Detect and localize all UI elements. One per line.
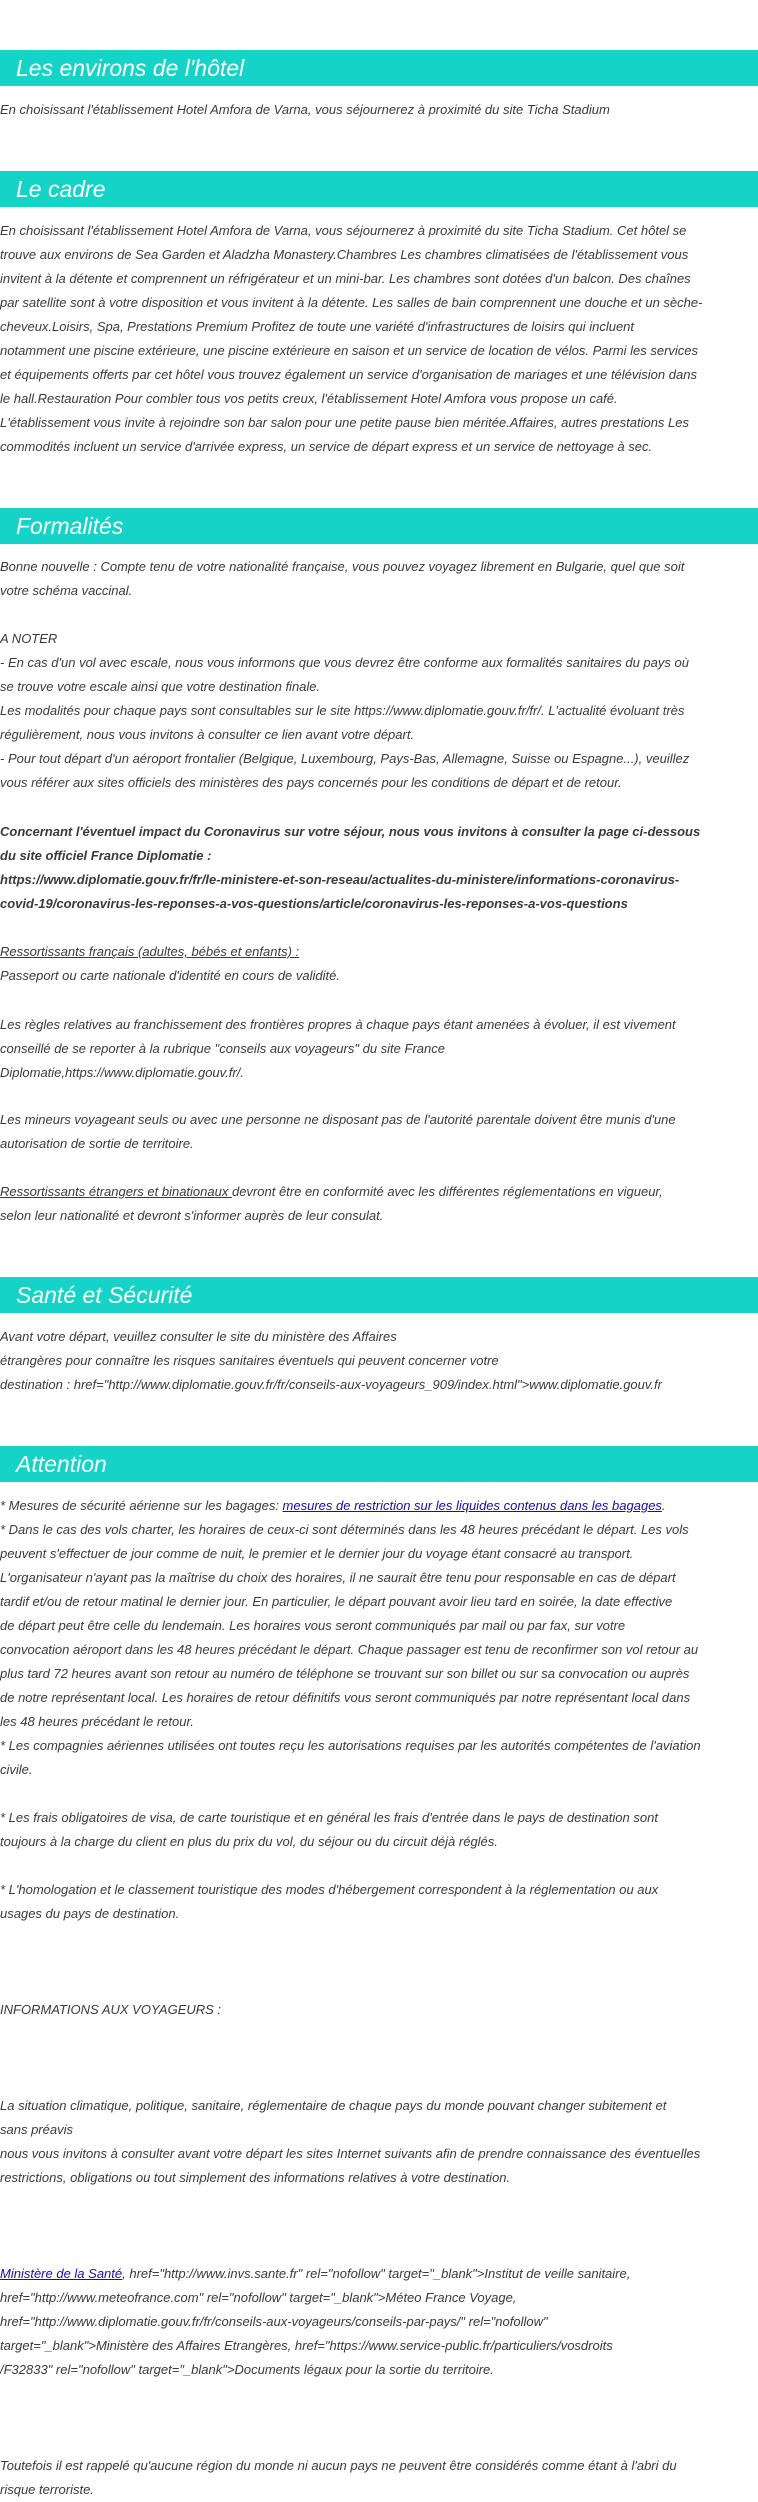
section-header-sante: Santé et Sécurité (0, 1277, 758, 1313)
section-header-cadre: Le cadre (0, 171, 758, 207)
ressortissants-francais-label: Ressortissants français (adultes, bébés et enfants) : (0, 944, 300, 959)
environs-text: En choisissant l'établissement Hotel Amfora de Varna, vous séjournerez à proximité du site Ticha Stadium (0, 102, 610, 117)
bagages-text (0, 1494, 758, 1518)
ressortissants-francais-text: Passeport ou carte nationale d'identité en cours de validité. (0, 968, 340, 983)
formalites-coronavirus: Concernant l'éventuel impact du Coronavirus sur votre séjour, nous vous invitons à consulter la page ci-dessous du site officiel France Diplomatie : https://www.diplomatie.gouv.fr/fr/le-ministere-et-son-reseau/actualites-du-ministere/informations-coronavirus- covid-19/coronavirus-les-reponses-a-vos-questions/article/coronavirus-les-reponses-a-vos-questions (0, 824, 701, 911)
section-header-formalites: Formalités (0, 508, 758, 544)
ressortissants-etrangers (0, 1180, 758, 1228)
frais-text: * Les frais obligatoires de visa, de carte touristique et en général les frais d'entrée dans le pays de destination sont toujours à la charge du client en plus du prix du vol, du séjour ou du circuit déjà réglés. (0, 1810, 658, 1849)
infos-voyageurs-title: INFORMATIONS AUX VOYAGEURS : (0, 2002, 222, 2017)
charters-text: * Dans le cas des vols charter, les horaires de ceux-ci sont déterminés dans les 48 heures précédant le départ. Les vols peuvent s'effectuer de jour comme de nuit, le premier et le dernier jour du voyage étant consacré au transport. L'organisateur n'ayant pas la maîtrise du choix des horaires, il ne saurait être tenu pour responsable en cas de départ tardif et/ou de retour matinal le dernier jour. En particulier, le départ pouvant avoir lieu tard en soirée, la date effective de départ peut être celle du lendemain. Les horaires vous seront communiqués par mail ou par fax, sur votre convocation aéroport dans les 48 heures précédant le départ. Chaque passager est tenu de reconfirmer son vol retour au plus tard 72 heures avant son retour au numéro de téléphone se trouvant sur son billet ou sur sa convocation ou auprès de notre représentant local. Les horaires de retour définitifs vous seront communiqués par notre représentant local dans les 48 heures précédant le retour. * Les compagnies aériennes utilisées ont toutes reçu les autorisations requises par les autorités compétentes de l'aviation civile. (0, 1522, 701, 1777)
ministere-links-text (0, 2262, 758, 2382)
ressortissants-etrangers-label: Ressortissants étrangers et binationaux (0, 1184, 232, 1199)
mineurs-text: Les mineurs voyageant seuls ou avec une personne ne disposant pas de l'autorité parentale doivent être munis d'une autorisation de sortie de territoire. (0, 1112, 676, 1151)
liquides-restriction-link[interactable]: mesures de restriction sur les liquides contenus dans les bagages (282, 1498, 662, 1513)
homologation-text: * L'homologation et le classement touristique des modes d'hébergement correspondent à la réglementation ou aux usages du pays de destination. (0, 1882, 659, 1921)
bagages-suffix: . (661, 1498, 666, 1513)
section-header-environs: Les environs de l'hôtel (0, 50, 758, 86)
ressortissants-etrangers-text: devront être en conformité avec les différentes réglementations en vigueur, selon leur nationalité et devront s'informer auprès de leur consulat. (0, 1184, 663, 1223)
formalites-a-noter: A NOTER - En cas d'un vol avec escale, nous vous informons que vous devrez être conforme aux formalités sanitaires du pays où se trouve votre escale ainsi que votre destination finale. Les modalités pour chaque pays sont consultables sur le site https://www.diplomatie.gouv.fr/fr/. L'actualité évoluant très régulièrement, nous vous invitons à consulter ce lien avant votre départ. - Pour tout départ d'un aéroport frontalier (Belgique, Luxembourg, Pays-Bas, Allemagne, Suisse ou Espagne...), veuillez vous référer aux sites officiels des ministères des pays concernés pour les conditions de départ et de retour. (0, 631, 690, 790)
ministere-links-rest: , href="http://www.invs.sante.fr" rel="nofollow" target="_blank">Institut de veille sanitaire, href="http://www.meteofrance.com" rel="nofollow" target="_blank">Méteo France Voyage, href="http://www.diplomatie.gouv.fr/fr/conseils-aux-voyageurs/conseils-par-pays/" rel="nofollow" target="_blank">Ministère des Affaires Etrangères, href="https://www.service-public.fr/particuliers/vosdroits /F32833" rel="nofollow" target="_blank">Documents légaux pour la sortie du territoire. (0, 2266, 631, 2377)
terrorisme-text: Toutefois il est rappelé qu'aucune région du monde ni aucun pays ne peuvent être considérés comme étant à l'abri du risque terroriste. (0, 2458, 677, 2497)
ministere-sante-link[interactable]: Ministère de la Santé (0, 2266, 123, 2281)
formalites-intro: Bonne nouvelle : Compte tenu de votre nationalité française, vous pouvez voyagez librement en Bulgarie, quel que soit votre schéma vaccinal. (0, 559, 685, 598)
climat-text: La situation climatique, politique, sanitaire, réglementaire de chaque pays du monde pouvant changer subitement et sans préavis nous vous invitons à consulter avant votre départ les sites Internet suivants afin de prendre connaissance des éventuelles restrictions, obligations ou tout simplement des informations relatives à votre destination. (0, 2098, 701, 2185)
bagages-prefix: * Mesures de sécurité aérienne sur les bagages: (0, 1498, 283, 1513)
section-header-attention: Attention (0, 1446, 758, 1482)
regles-frontieres-text: Les règles relatives au franchissement des frontières propres à chaque pays étant amenées à évoluer, il est vivement conseillé de se reporter à la rubrique "conseils aux voyageurs" du site France Diplomatie,https://www.diplomatie.gouv.fr/. (0, 1017, 676, 1080)
sante-text: Avant votre départ, veuillez consulter le site du ministère des Affaires étrangères pour connaître les risques sanitaires éventuels qui peuvent concerner votre destination : href="http://www.diplomatie.gouv.fr/fr/conseils-aux-voyageurs_909/index.html">www.diplomatie.gouv.fr (0, 1329, 662, 1392)
cadre-text: En choisissant l'établissement Hotel Amfora de Varna, vous séjournerez à proximité du site Ticha Stadium. Cet hôtel se trouve aux environs de Sea Garden et Aladzha Monastery.Chambres Les chambres climatisées de l'établissement vous invitent à la détente et comprennent un réfrigérateur et un mini-bar. Les chambres sont dotées d'un balcon. Des chaînes par satellite sont à votre disposition et vous invitent à la détente. Les salles de bain comprennent une douche et un sèche- cheveux.Loisirs, Spa, Prestations Premium Profitez de toute une variété d'infrastructures de loisirs qui incluent notamment une piscine extérieure, une piscine extérieure en saison et un service de location de vélos. Parmi les services et équipements offerts par cet hôtel vous trouvez également un service d'organisation de mariages et une télévision dans le hall.Restauration Pour combler tous vos petits creux, l'établissement Hotel Amfora vous propose un café. L'établissement vous invite à rejoindre son bar salon pour une petite pause bien méritée.Affaires, autres prestations Les commodités incluent un service d'arrivée express, un service de départ express et un service de nettoyage à sec. (0, 223, 703, 454)
